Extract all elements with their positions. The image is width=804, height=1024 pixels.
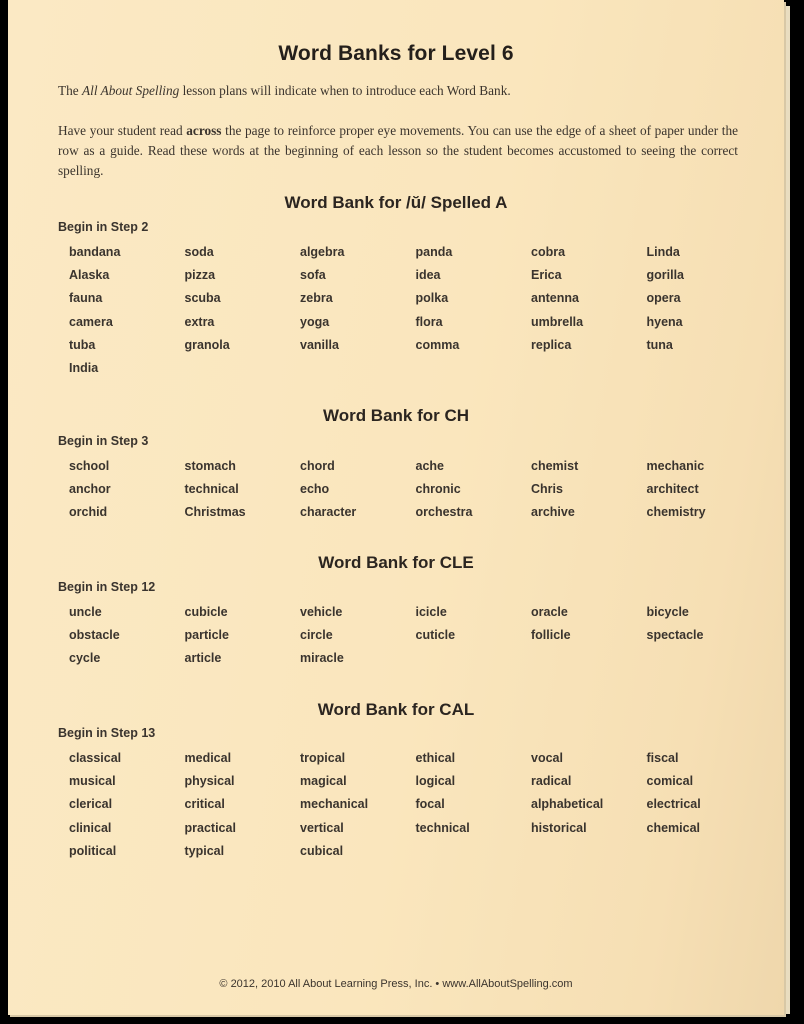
word-item: alphabetical — [531, 797, 604, 812]
word-item: echo — [300, 482, 330, 497]
word-item: chronic — [415, 482, 461, 497]
intro-paragraph-2 — [58, 121, 738, 181]
word-item: character — [300, 505, 357, 520]
word-item: cobra — [531, 245, 566, 259]
word-item: chemical — [646, 820, 701, 835]
word-item: oracle — [531, 605, 568, 619]
intro-text: Have your student read — [58, 123, 187, 138]
word-item: orchestra — [415, 505, 473, 520]
step-label: Begin in Step 13 — [58, 726, 156, 740]
word-item: algebra — [300, 245, 345, 259]
word-item: vehicle — [300, 605, 343, 619]
word-item: particle — [184, 628, 229, 643]
word-item: zebra — [300, 291, 333, 306]
word-item: archive — [531, 505, 575, 520]
word-item: historical — [531, 820, 587, 835]
word-item: classical — [69, 751, 122, 765]
word-item: soda — [184, 245, 214, 259]
word-item: magical — [300, 774, 347, 789]
bank-title-u-spelled-a: Word Bank for /ŭ/ Spelled A — [284, 193, 508, 212]
emphasis-across: across — [186, 123, 222, 138]
word-item: chemistry — [646, 505, 706, 520]
word-item: architect — [646, 482, 699, 497]
word-item: tuna — [646, 337, 673, 352]
word-item: gorilla — [646, 268, 685, 283]
word-item: extra — [184, 314, 215, 329]
word-item: idea — [415, 268, 441, 283]
word-item: panda — [415, 245, 453, 259]
word-item: practical — [184, 820, 236, 835]
word-item: comma — [415, 337, 460, 352]
word-item: sofa — [300, 268, 326, 283]
word-item: umbrella — [531, 314, 584, 329]
word-item: spectacle — [646, 628, 704, 643]
word-item: focal — [415, 797, 445, 812]
word-item: chord — [300, 459, 335, 473]
word-item: Christmas — [184, 505, 246, 520]
bank-title-ch: Word Bank for CH — [322, 406, 470, 425]
page-title: Word Banks for Level 6 — [278, 42, 514, 65]
intro-paragraph-1 — [58, 81, 738, 101]
word-item: Chris — [531, 482, 563, 497]
word-item: yoga — [300, 314, 330, 329]
word-item: pizza — [184, 268, 216, 283]
word-item: opera — [646, 291, 681, 306]
word-item: critical — [184, 797, 225, 812]
word-item: granola — [184, 337, 230, 352]
word-item: technical — [184, 482, 239, 497]
word-item: replica — [531, 337, 572, 352]
word-item: camera — [69, 314, 113, 329]
intro-text: The — [58, 83, 82, 98]
word-item: typical — [184, 843, 225, 858]
word-item: vocal — [531, 751, 563, 765]
word-item: article — [184, 651, 222, 666]
word-item: political — [69, 843, 117, 858]
word-item: ache — [415, 459, 444, 473]
word-item: follicle — [531, 628, 571, 643]
word-item: clerical — [69, 797, 113, 812]
word-item: obstacle — [69, 628, 120, 643]
word-item: circle — [300, 628, 333, 643]
copyright-footer: © 2012, 2010 All About Learning Press, Inc. • www.AllAboutSpelling.com — [219, 978, 573, 990]
word-item: technical — [415, 820, 470, 835]
document-page — [8, 0, 784, 1015]
word-item: clinical — [69, 820, 112, 835]
word-item: India — [69, 360, 99, 375]
word-grid — [69, 749, 762, 865]
word-item: Erica — [531, 268, 562, 283]
word-item: logical — [415, 774, 456, 789]
word-item: Linda — [646, 245, 680, 259]
word-item: physical — [184, 774, 235, 789]
program-name: All About Spelling — [82, 83, 180, 98]
word-item: polka — [415, 291, 449, 306]
bank-title-cal: Word Bank for CAL — [317, 700, 475, 719]
word-item: musical — [69, 774, 116, 789]
word-item: tuba — [69, 337, 96, 352]
word-item: fiscal — [646, 751, 679, 765]
word-item: antenna — [531, 291, 579, 306]
word-item: mechanical — [300, 797, 369, 812]
word-item: cubical — [300, 843, 344, 858]
word-item: vertical — [300, 820, 344, 835]
word-item: anchor — [69, 482, 111, 497]
word-item: stomach — [184, 459, 236, 473]
word-item: radical — [531, 774, 572, 789]
word-item: vanilla — [300, 337, 339, 352]
word-item: uncle — [69, 605, 102, 619]
word-item: hyena — [646, 314, 683, 329]
word-item: orchid — [69, 505, 108, 520]
word-item: flora — [415, 314, 443, 329]
word-item: comical — [646, 774, 694, 789]
word-item: cuticle — [415, 628, 456, 643]
word-item: bandana — [69, 245, 121, 259]
word-item: medical — [184, 751, 232, 765]
word-item: cubicle — [184, 605, 228, 619]
word-grid — [69, 457, 762, 527]
word-grid — [69, 243, 762, 382]
word-item: cycle — [69, 651, 101, 666]
intro-text: the page to reinforce proper eye movements. You can use the edge of a sheet of paper under the row as a guide. Read these words at the beginning of each lesson so the student becomes accustomed to seeing the correct spelling. — [58, 123, 739, 178]
word-item: tropical — [300, 751, 346, 765]
word-item: mechanic — [646, 459, 705, 473]
word-item: scuba — [184, 291, 221, 306]
word-item: school — [69, 459, 110, 473]
word-item: electrical — [646, 797, 701, 812]
word-item: chemist — [531, 459, 579, 473]
bank-title-cle: Word Bank for CLE — [318, 553, 474, 572]
step-label: Begin in Step 12 — [58, 580, 156, 594]
word-item: bicycle — [646, 605, 689, 619]
word-item: icicle — [415, 605, 447, 619]
word-grid — [69, 603, 762, 673]
step-label: Begin in Step 2 — [58, 220, 149, 234]
intro-text: lesson plans will indicate when to introduce each Word Bank. — [179, 83, 511, 98]
word-item: fauna — [69, 291, 103, 306]
word-item: ethical — [415, 751, 456, 765]
word-item: miracle — [300, 651, 344, 666]
word-item: Alaska — [69, 268, 110, 283]
step-label: Begin in Step 3 — [58, 434, 149, 448]
